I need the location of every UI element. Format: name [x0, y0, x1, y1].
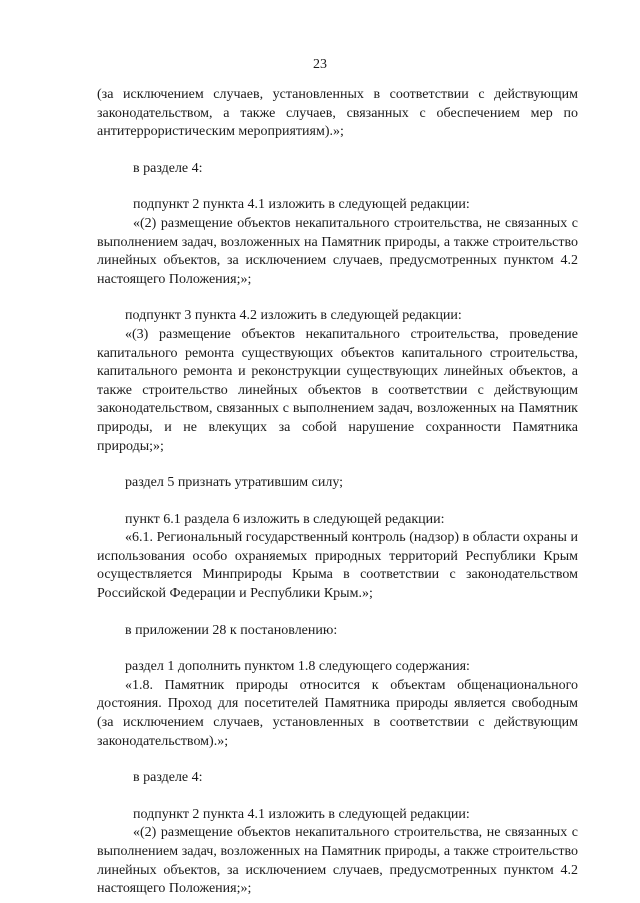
paragraph-13: в разделе 4: [133, 770, 203, 786]
paragraph-4: «(2) размещение объектов некапитального строительства, не связанных с выполнением задач, возложенных на Памятник природы, а также строительство линейных объектов, за исключением случаев, предусмотренных пунктом 4.2 настоящего Положения;»; [97, 215, 578, 287]
paragraph-8: пункт 6.1 раздела 6 изложить в следующей редакции: [125, 511, 445, 527]
paragraph-2: в разделе 4: [133, 160, 203, 176]
paragraph-7: раздел 5 признать утратившим силу; [125, 475, 344, 491]
paragraph-6: «(3) размещение объектов некапитального строительства, проведение капитального ремонта существующих объектов капитального строительства, капитального ремонта и реконструкции существующих линейных объектов, а также строительство линейных объектов в соответствии с действующим законодательством, связанных с выполнением задач, возложенных на Памятник природы, и не влекущих за собой нарушение сохранности Памятника природы;»; [97, 326, 578, 454]
paragraph-5: подпункт 3 пункта 4.2 изложить в следующей редакции: [125, 308, 462, 324]
document-body [97, 86, 578, 899]
paragraph-1: (за исключением случаев, установленных в соответствии с действующим законодательством, а также случаев, связанных с обеспечением мер по антитеррористическим мероприятиям).»; [97, 87, 578, 140]
page-number: 23 [313, 57, 327, 72]
paragraph-14: подпункт 2 пункта 4.1 изложить в следующей редакции: [133, 806, 470, 822]
paragraph-9: «6.1. Региональный государственный контроль (надзор) в области охраны и использования особо охраняемых природных территорий Республики Крым осуществляется Минприроды Крыма в соответствии с законодательством Российской Федерации и Республики Крым.»; [97, 530, 578, 602]
paragraph-10: в приложении 28 к постановлению: [125, 622, 338, 638]
paragraph-15: «(2) размещение объектов некапитального строительства, не связанных с выполнением задач, возложенных на Памятник природы, а также строительство линейных объектов, за исключением случаев, предусмотренных пунктом 4.2 настоящего Положения;»; [97, 825, 578, 897]
paragraph-3: подпункт 2 пункта 4.1 изложить в следующей редакции: [133, 197, 470, 213]
paragraph-11: раздел 1 дополнить пунктом 1.8 следующего содержания: [125, 659, 470, 675]
paragraph-12: «1.8. Памятник природы относится к объектам общенационального достояния. Проход для посетителей Памятника природы является свободным (за исключением случаев, установленных в соответствии с действующим законодательством).»; [97, 677, 578, 749]
